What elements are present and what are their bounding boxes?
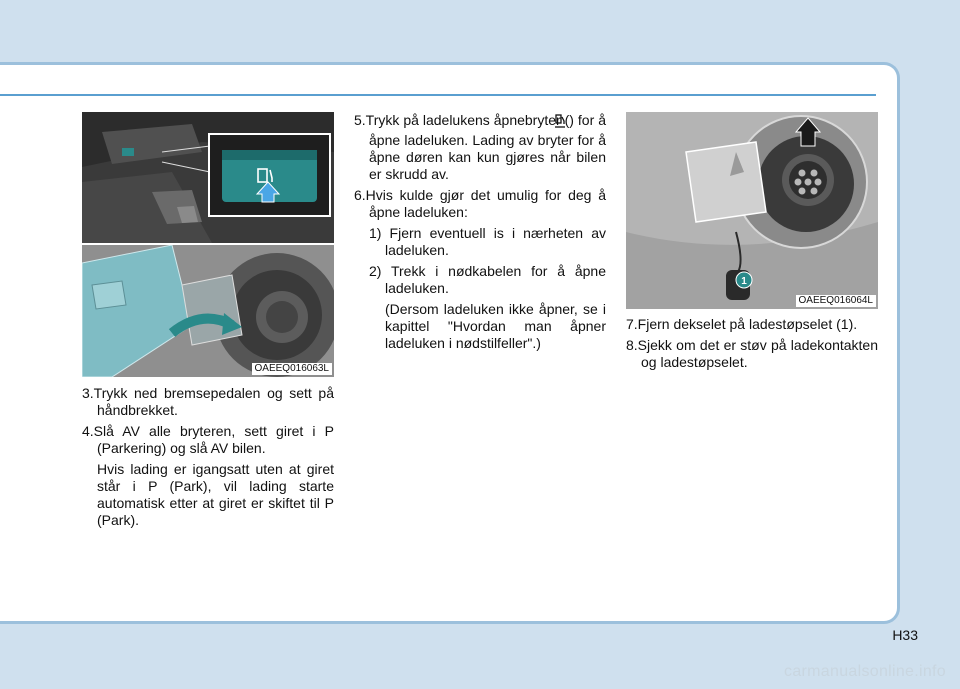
dashboard-switch-illustration: [82, 112, 334, 243]
charge-door-open-illustration: [82, 245, 334, 377]
header-rule: [0, 94, 876, 96]
step-7: 7.Fjern dekselet på ladestøpselet (1).: [626, 316, 858, 332]
column-middle: [354, 112, 606, 356]
photo-code: OAEEQ016063L: [252, 363, 333, 375]
step-6-sub-2-note: (Dersom ladeluken ikke åpner, se i kapittel "Hvordan man åpner ladeluken i nødstilfeller".): [385, 301, 606, 351]
step-6: 6.Hvis kulde gjør det umulig for deg å åpne ladeluken:: [354, 187, 606, 220]
watermark: carmanualsonline.info: [784, 663, 946, 680]
photo-code: OAEEQ016064L: [796, 295, 877, 307]
step-4: 4.Slå AV alle bryteren, sett giret i P (Parkering) og slå AV bilen.: [82, 423, 334, 456]
step-5-text-before: 5.Trykk på ladelukens åpnebryter (: [354, 112, 570, 128]
callout-number: 1: [741, 276, 747, 287]
step-4-note: Hvis lading er igangsatt uten at giret står i P (Park), vil lading starte automatisk etter at giret er skiftet til P (Park).: [97, 461, 334, 528]
column-left: [82, 112, 334, 533]
step-6-sub-2: 2) Trekk i nødkabelen for å åpne ladeluken.: [369, 263, 606, 296]
step-8: 8.Sjekk om det er støv på ladekontakten og ladestøpselet.: [626, 337, 878, 370]
column-right: [626, 112, 878, 375]
charge-port-illustration: [626, 112, 878, 309]
step-3: 3.Trykk ned bremsepedalen og sett på håndbrekket.: [82, 385, 334, 418]
photo-dashboard-switch: [82, 112, 334, 243]
photo-charge-door-open: [82, 245, 334, 377]
step-5: [354, 112, 606, 183]
step-5-text-after: ) for å åpne ladeluken. Lading av bryter for å åpne døren kan kun gjøres når bilen er skrudd av.: [369, 112, 606, 182]
page-number: H33: [892, 627, 918, 643]
step-6-sub-1: 1) Fjern eventuell is i nærheten av ladeluken.: [369, 225, 606, 258]
photo-charge-port: [626, 112, 878, 309]
